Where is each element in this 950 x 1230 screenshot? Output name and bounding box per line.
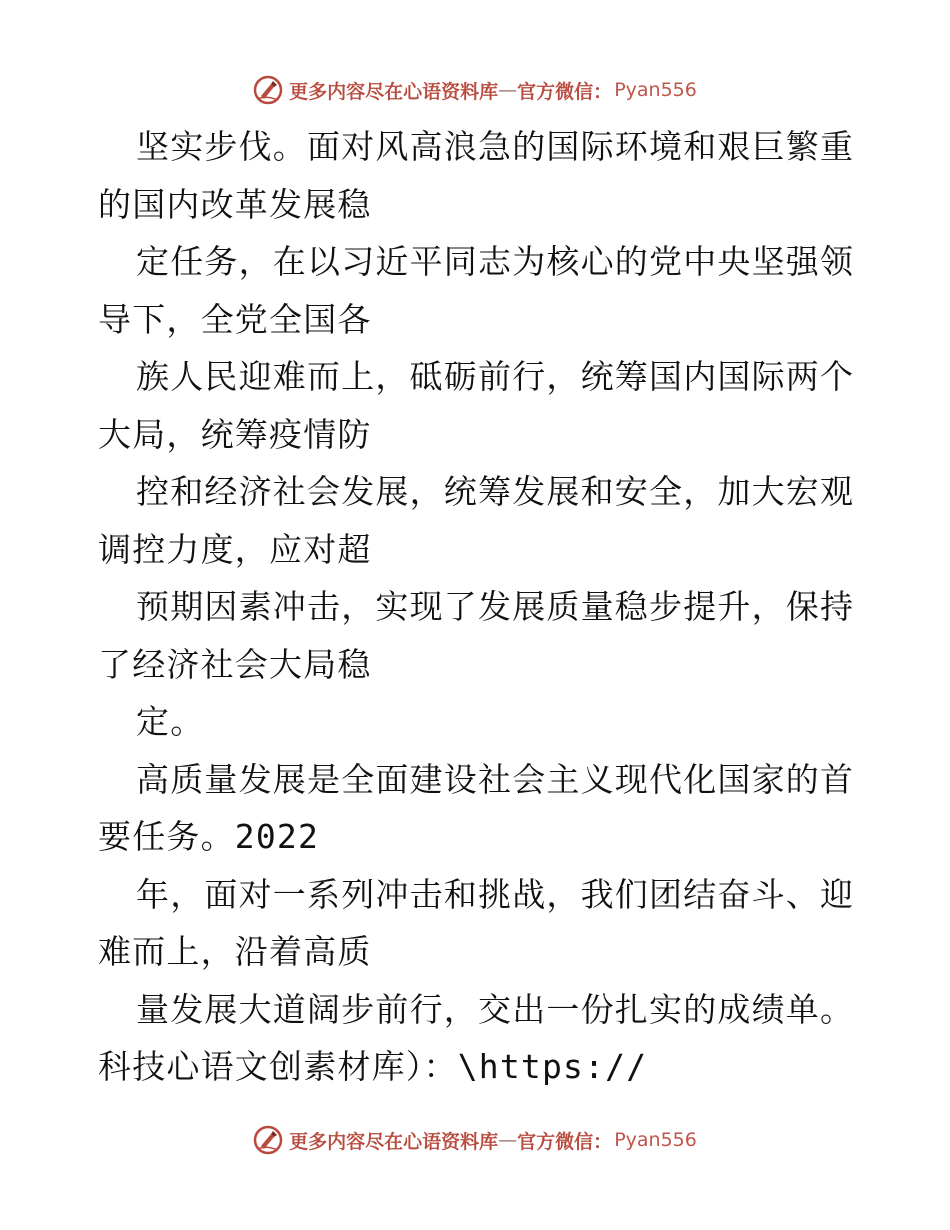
text-line: 定。 [136, 702, 205, 741]
text-line: 控和经济社会发展，统筹发展和安全，加大宏观 [136, 472, 855, 511]
header-banner [0, 70, 950, 110]
text-line: 了经济社会大局稳 [98, 644, 372, 684]
text-line: 科技心语文创素材库）：\https:// [98, 1047, 648, 1086]
text-line: 难而上，沿着高质 [98, 932, 372, 971]
text-line: 导下，全党全国各 [98, 299, 372, 339]
text-line: 量发展大道阔步前行，交出一份扎实的成绩单。 [136, 989, 855, 1029]
text-line: 族人民迎难而上，砥砺前行，统筹国内国际两个 [136, 357, 855, 396]
text-line: 大局，统筹疫情防 [98, 414, 372, 454]
text-line: 高质量发展是全面建设社会主义现代化国家的首 [136, 759, 855, 799]
pen-logo-icon [253, 75, 283, 105]
footer-site-name: 更多内容尽在心语资料库 [289, 1130, 499, 1153]
document-body [98, 118, 858, 1096]
header-site-name: 更多内容尽在心语资料库 [289, 80, 499, 103]
text-line: 预期因素冲击，实现了发展质量稳步提升，保持 [136, 587, 855, 626]
text-line: 的国内改革发展稳 [98, 184, 372, 224]
pen-logo-icon [253, 1125, 283, 1155]
footer-dash: — [498, 1129, 518, 1151]
footer-banner [0, 1120, 950, 1160]
header-dash: — [498, 79, 518, 101]
header-wechat-id: Pyan556 [614, 79, 697, 101]
text-line: 定任务，在以习近平同志为核心的党中央坚强领 [136, 242, 855, 281]
text-line: 调控力度，应对超 [98, 529, 372, 569]
footer-wechat-label: 官方微信： [517, 1130, 613, 1153]
text-line: 要任务。2022 [98, 817, 320, 856]
text-line: 年，面对一系列冲击和挑战，我们团结奋斗、迎 [136, 874, 855, 914]
header-wechat-label: 官方微信： [517, 80, 613, 103]
text-line: 坚实步伐。面对风高浪急的国际环境和艰巨繁重 [136, 127, 855, 166]
footer-wechat-id: Pyan556 [614, 1129, 697, 1151]
